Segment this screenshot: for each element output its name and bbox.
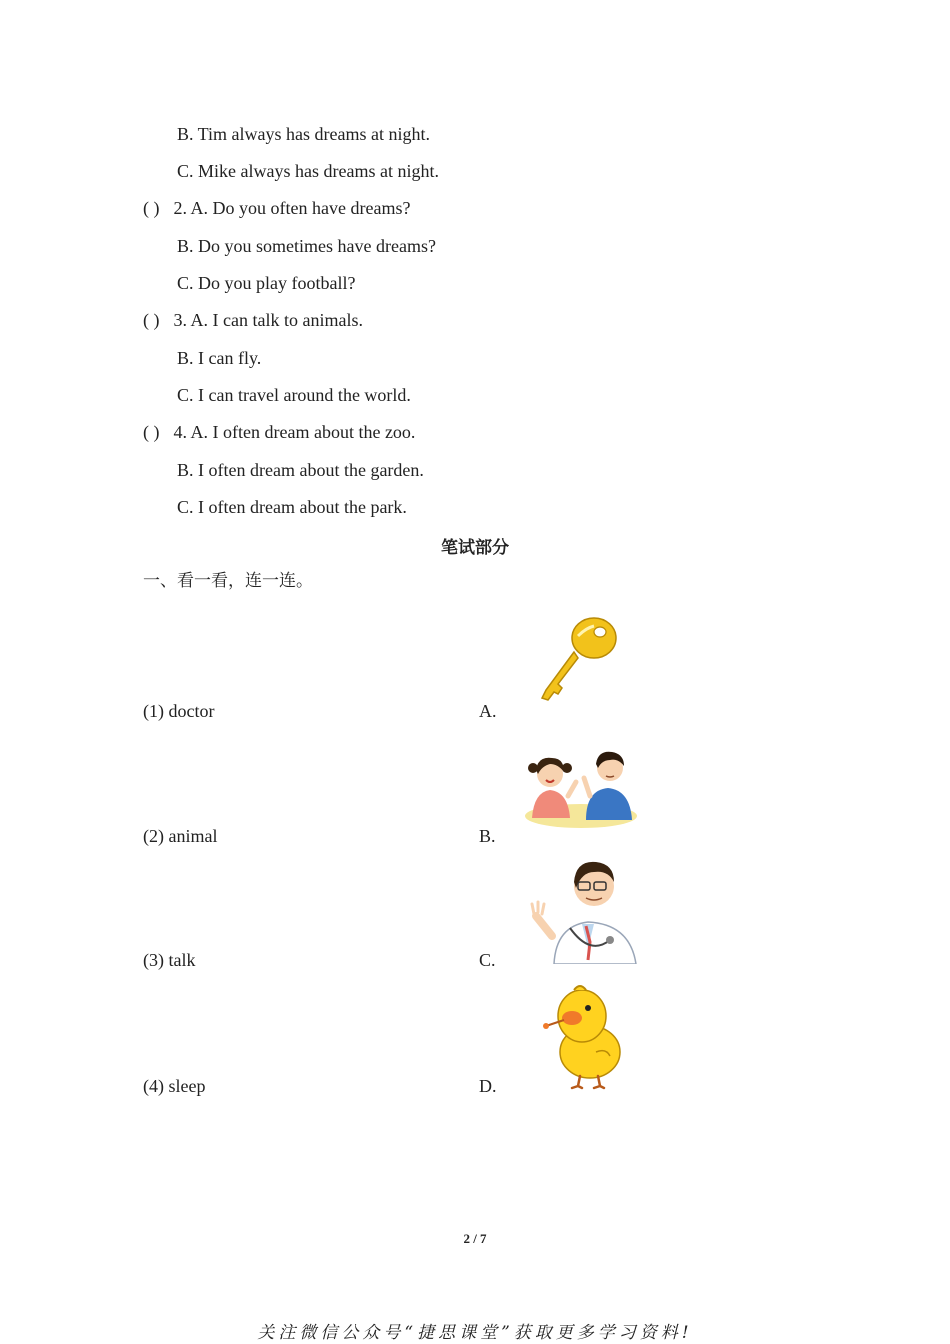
answer-bracket[interactable]: ( ) xyxy=(143,310,160,330)
q1-option-b: B. Tim always has dreams at night. xyxy=(177,124,430,144)
page-number: 2 / 7 xyxy=(463,1231,487,1246)
answer-bracket[interactable]: ( ) xyxy=(143,422,160,442)
section-heading: 笔试部分 xyxy=(441,538,509,558)
q3-option-b: B. I can fly. xyxy=(177,348,262,368)
q4-line xyxy=(143,421,415,443)
q2-option-a: 2. A. Do you often have dreams? xyxy=(173,198,411,218)
footer-watermark: 关注微信公众号“捷思课堂”获取更多学习资料! xyxy=(257,1323,693,1343)
q2-line xyxy=(143,197,410,219)
section1-title: 一、看一看，连一连。 xyxy=(143,571,313,591)
duckling-image xyxy=(536,982,628,1090)
q3-option-c: C. I can travel around the world. xyxy=(177,385,411,405)
match-letter-c: C. xyxy=(479,950,496,970)
match-word-4: (4) sleep xyxy=(143,1076,206,1096)
q1-option-c: C. Mike always has dreams at night. xyxy=(177,161,439,181)
match-letter-d: D. xyxy=(479,1076,497,1096)
match-letter-b: B. xyxy=(479,826,496,846)
key-icon xyxy=(536,612,622,706)
match-word-3: (3) talk xyxy=(143,950,196,970)
two-people-talking-image xyxy=(524,740,638,830)
q3-line xyxy=(143,309,363,331)
match-word-1: (1) doctor xyxy=(143,701,215,721)
q2-option-b: B. Do you sometimes have dreams? xyxy=(177,236,436,256)
q4-option-b: B. I often dream about the garden. xyxy=(177,460,424,480)
q2-option-c: C. Do you play football? xyxy=(177,273,356,293)
q3-option-a: 3. A. I can talk to animals. xyxy=(173,310,363,330)
answer-bracket[interactable]: ( ) xyxy=(143,198,160,218)
q4-option-a: 4. A. I often dream about the zoo. xyxy=(173,422,416,442)
match-letter-a: A. xyxy=(479,701,497,721)
doctor-image xyxy=(530,856,638,964)
q4-option-c: C. I often dream about the park. xyxy=(177,497,407,517)
match-word-2: (2) animal xyxy=(143,826,218,846)
